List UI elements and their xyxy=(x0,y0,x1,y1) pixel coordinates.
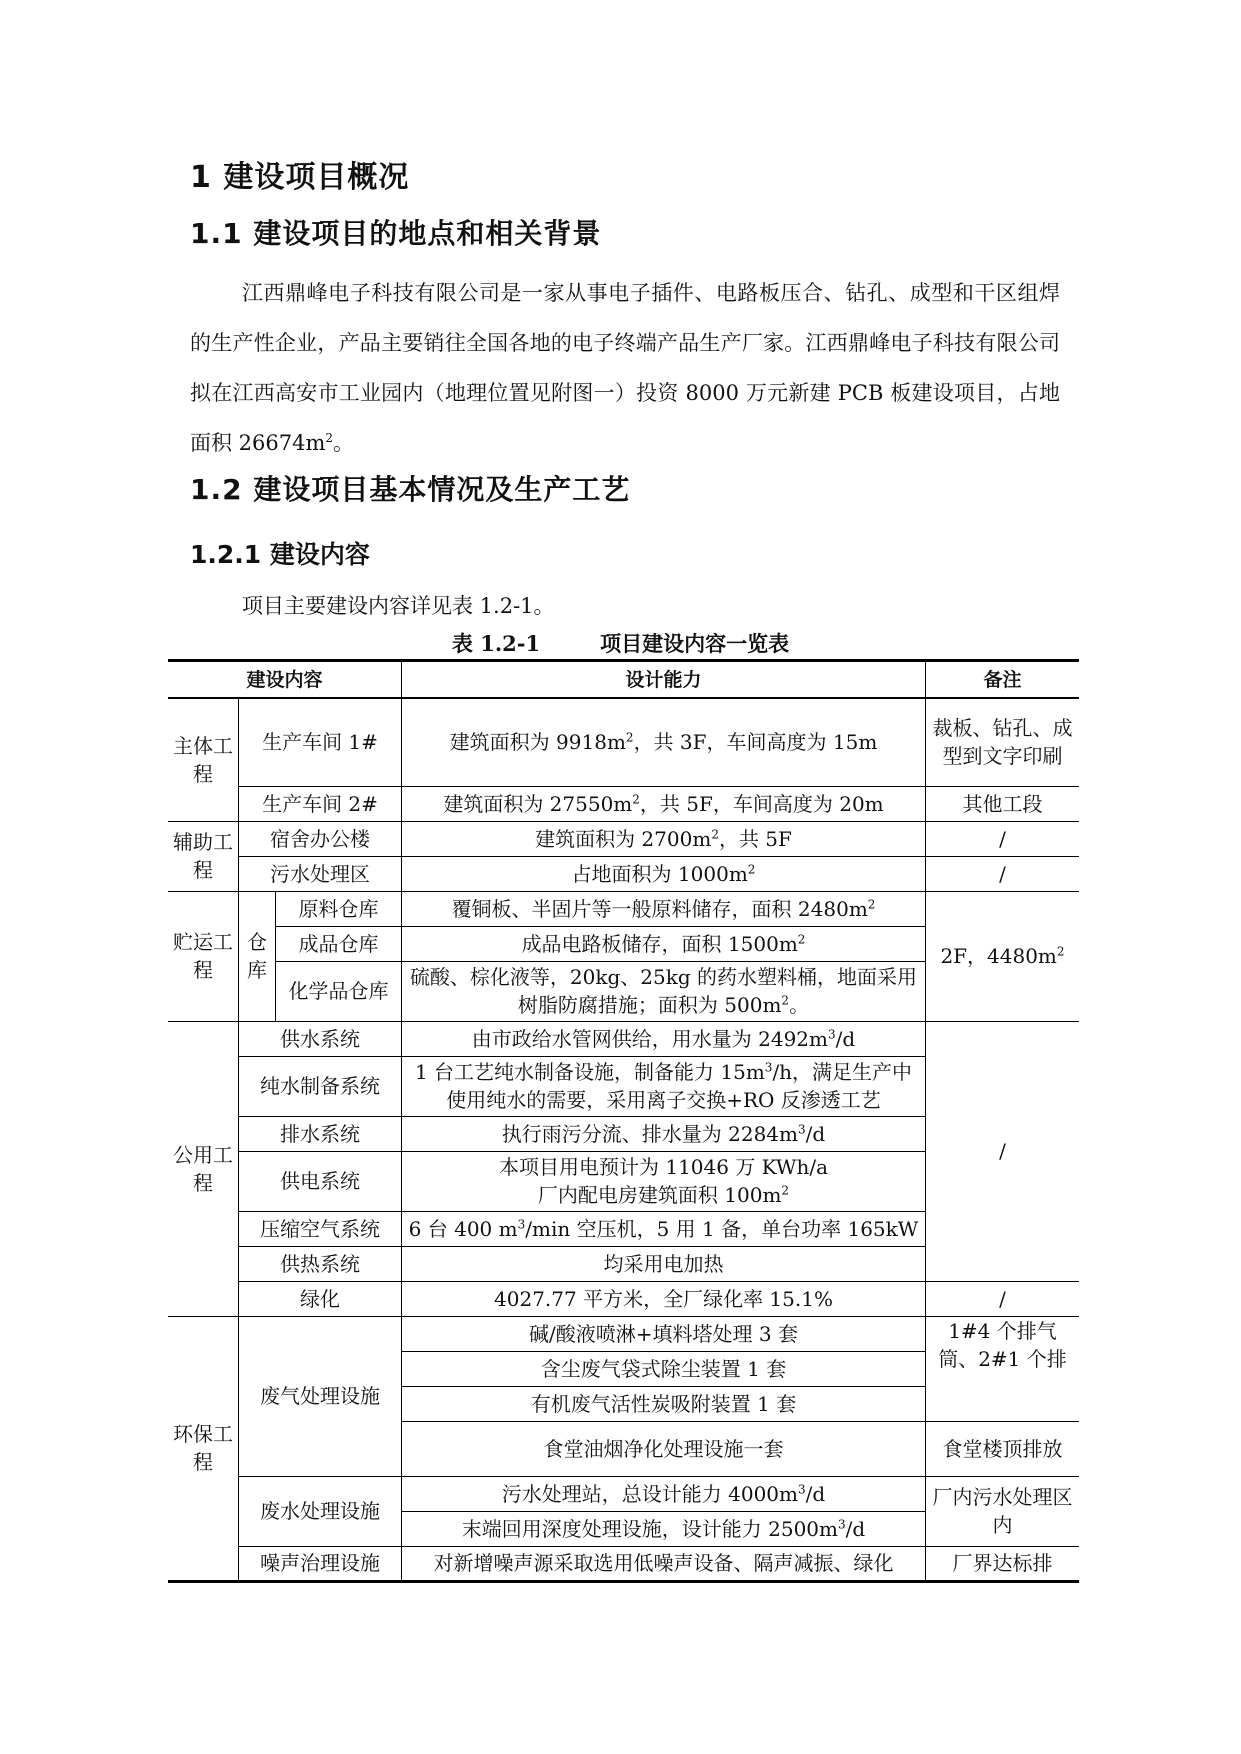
row-desc: 食堂油烟净化处理设施一套 xyxy=(402,1421,926,1476)
table-reference: 项目主要建设内容详见表 1.2-1。 xyxy=(242,594,555,618)
subgroup-warehouse: 仓库 xyxy=(239,891,276,1021)
row-desc: 建筑面积为 $9918m^2$，共 3F，车间高度为 15m xyxy=(402,698,926,786)
table-row xyxy=(168,1316,1079,1351)
row-name: 废气处理设施 xyxy=(239,1316,402,1476)
row-remark: 厂界达标排 xyxy=(926,1546,1080,1581)
row-name: 化学品仓库 xyxy=(276,961,402,1021)
chapter-heading: 1 建设项目概况 xyxy=(190,160,410,195)
row-desc: 对新增噪声源采取选用低噪声设备、隔声减振、绿化 xyxy=(402,1546,926,1581)
group-main: 主体工程 xyxy=(168,698,239,821)
table-header-row xyxy=(168,661,1079,699)
row-name: 原料仓库 xyxy=(276,891,402,926)
row-name: 成品仓库 xyxy=(276,926,402,961)
row-name: 纯水制备系统 xyxy=(239,1056,402,1116)
row-name: 供电系统 xyxy=(239,1151,402,1211)
row-remark: 厂内污水处理区内 xyxy=(926,1476,1080,1546)
row-name: 排水系统 xyxy=(239,1116,402,1151)
row-name: 宿舍办公楼 xyxy=(239,821,402,856)
section-heading-1-2: 1.2 建设项目基本情况及生产工艺 xyxy=(190,473,631,506)
row-desc: 有机废气活性炭吸附装置 1 套 xyxy=(402,1386,926,1421)
utility-remark: / xyxy=(926,1021,1080,1281)
row-name: 污水处理区 xyxy=(239,856,402,891)
table-row xyxy=(168,698,1079,786)
row-remark: 裁板、钻孔、成型到文字印刷 xyxy=(926,698,1080,786)
row-desc: 覆铜板、半固片等一般原料储存，面积 $2480m^2$ xyxy=(402,891,926,926)
group-env: 环保工程 xyxy=(168,1316,239,1581)
table-row xyxy=(168,786,1079,821)
row-name: 供热系统 xyxy=(239,1246,402,1281)
row-desc: 均采用电加热 xyxy=(402,1246,926,1281)
table-row xyxy=(168,1021,1079,1056)
row-remark: 其他工段 xyxy=(926,786,1080,821)
row-name: 生产车间 2# xyxy=(239,786,402,821)
group-aux: 辅助工程 xyxy=(168,821,239,891)
row-name: 绿化 xyxy=(239,1281,402,1316)
header-capacity: 设计能力 xyxy=(402,661,926,699)
row-desc: 碱/酸液喷淋+填料塔处理 3 套 xyxy=(402,1316,926,1351)
row-remark: 食堂楼顶排放 xyxy=(926,1421,1080,1476)
row-name: 废水处理设施 xyxy=(239,1476,402,1546)
row-desc: 4027.77 平方米，全厂绿化率 15.1% xyxy=(402,1281,926,1316)
row-name: 噪声治理设施 xyxy=(239,1546,402,1581)
table-row xyxy=(168,821,1079,856)
row-desc: 建筑面积为 $27550m^2$，共 5F，车间高度为 20m xyxy=(402,786,926,821)
table-row xyxy=(168,1476,1079,1511)
header-content: 建设内容 xyxy=(168,661,402,699)
row-desc: 1 台工艺纯水制备设施，制备能力 $15m^3/h$，满足生产中使用纯水的需要，采用离子交换+RO 反渗透工艺 xyxy=(402,1056,926,1116)
row-desc: 占地面积为 $1000m^2$ xyxy=(402,856,926,891)
row-desc: 执行雨污分流、排水量为 $2284m^3/d$ xyxy=(402,1116,926,1151)
table-caption: 表 1.2-1 项目建设内容一览表 xyxy=(451,631,790,656)
row-desc: 末端回用深度处理设施，设计能力 $2500m^3/d$ xyxy=(402,1511,926,1546)
row-desc: 硫酸、棕化液等，20kg、25kg 的药水塑料桶，地面采用树脂防腐措施；面积为 $500m^2$。 xyxy=(402,961,926,1021)
table-row xyxy=(168,1546,1079,1581)
intro-paragraph: 江西鼎峰电子科技有限公司是一家从事电子插件、电路板压合、钻孔、成型和干区组焊的生产性企业，产品主要销往全国各地的电子终端产品生产厂家。江西鼎峰电子科技有限公司拟在江西高安市工业园内（地理位置见附图一）投资 8000 万元新建 PCB 板建设项目，占地面积 $26674m^2$。 xyxy=(190,281,1060,455)
table-row xyxy=(168,891,1079,926)
row-remark: / xyxy=(926,1281,1080,1316)
row-name: 压缩空气系统 xyxy=(239,1211,402,1246)
group-storage: 贮运工程 xyxy=(168,891,239,1021)
project-content-table xyxy=(168,659,1079,1583)
section-heading-1-2-1: 1.2.1 建设内容 xyxy=(190,540,370,569)
table-row xyxy=(168,1281,1079,1316)
row-remark: 1#4 个排气筒、2#1 个排 xyxy=(926,1316,1080,1421)
row-desc: 成品电路板储存，面积 $1500m^2$ xyxy=(402,926,926,961)
row-desc: 本项目用电预计为 11046 万 KWh/a 厂内配电房建筑面积 $100m^2$ xyxy=(402,1151,926,1211)
row-name: 生产车间 1# xyxy=(239,698,402,786)
row-name: 供水系统 xyxy=(239,1021,402,1056)
row-remark: / xyxy=(926,821,1080,856)
row-desc: 6 台 400 $m^3/\min$ 空压机，5 用 1 备，单台功率 165kW xyxy=(402,1211,926,1246)
row-desc: 建筑面积为 $2700m^2$，共 5F xyxy=(402,821,926,856)
row-remark: / xyxy=(926,856,1080,891)
storage-remark: 2F，$4480m^2$ xyxy=(926,891,1080,1021)
row-desc: 污水处理站，总设计能力 $4000m^3/d$ xyxy=(402,1476,926,1511)
group-utility: 公用工程 xyxy=(168,1021,239,1316)
row-desc: 含尘废气袋式除尘装置 1 套 xyxy=(402,1351,926,1386)
header-remark: 备注 xyxy=(926,661,1080,699)
section-heading-1-1: 1.1 建设项目的地点和相关背景 xyxy=(190,217,602,250)
row-desc: 由市政给水管网供给，用水量为 $2492m^3/d$ xyxy=(402,1021,926,1056)
table-row xyxy=(168,856,1079,891)
